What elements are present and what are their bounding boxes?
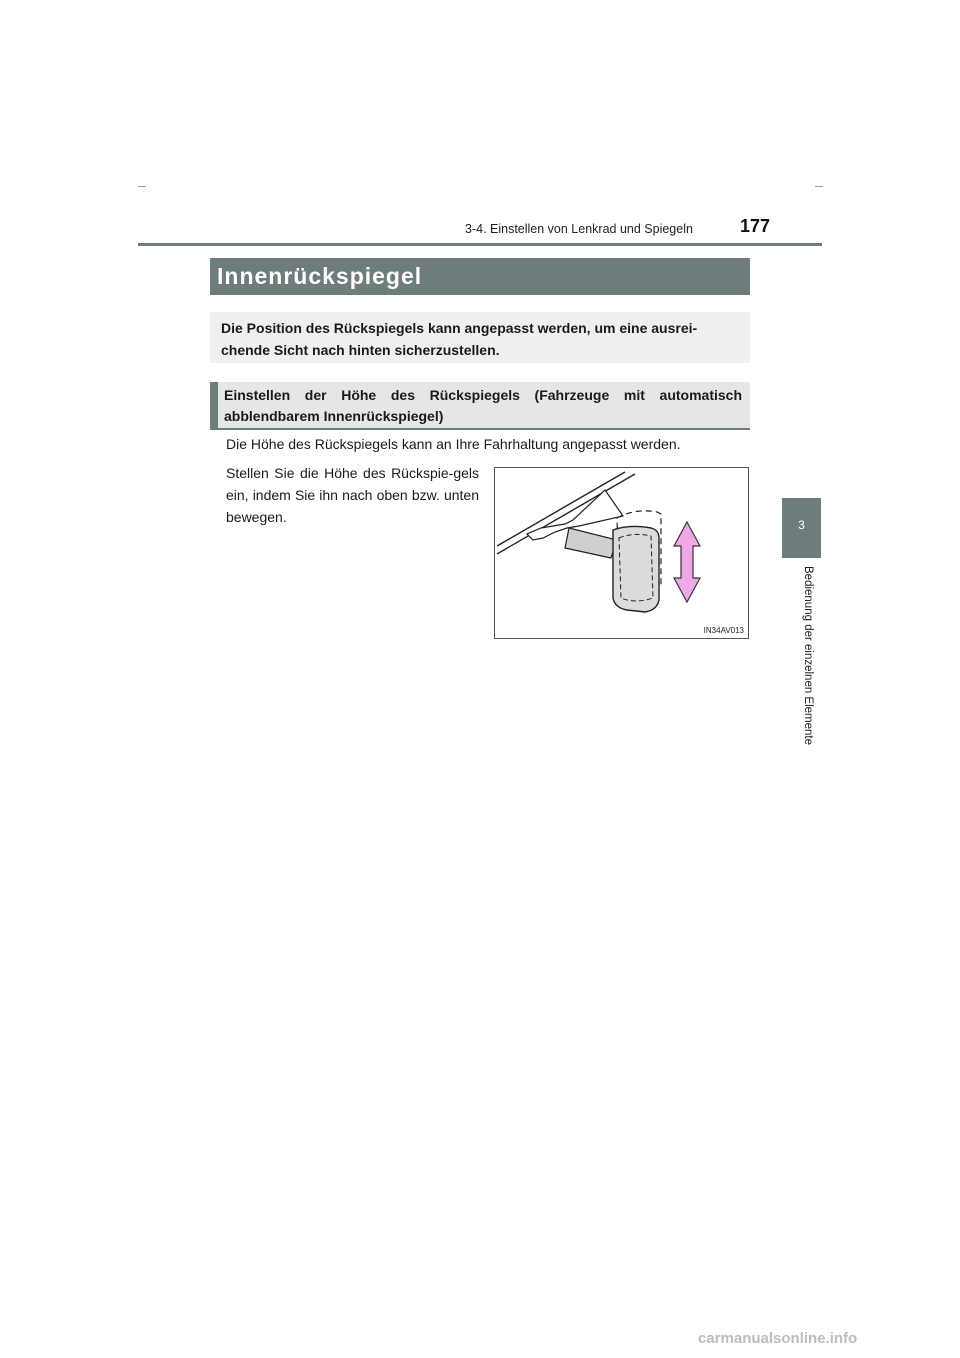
watermark: carmanualsonline.info	[698, 1330, 858, 1347]
body-text-line: Die Höhe des Rückspiegels kann an Ihre Fahrhaltung angepasst werden.	[226, 436, 681, 452]
figure-code: IN34AV013	[703, 626, 744, 635]
section-title: Innenrückspiegel	[217, 263, 423, 289]
section-title-bar	[210, 258, 750, 295]
header-rule	[138, 243, 822, 246]
intro-box	[210, 312, 750, 363]
chapter-tab	[782, 498, 821, 558]
chapter-tab-number: 3	[798, 518, 805, 532]
mirror-drawing	[495, 468, 750, 640]
header-section-title: 3-4. Einstellen von Lenkrad und Spiegeln	[465, 222, 693, 236]
subsection-accent	[210, 382, 218, 428]
up-down-arrow-icon	[674, 522, 700, 602]
subsection-heading-box	[210, 382, 750, 430]
crop-mark-right	[815, 186, 823, 187]
intro-text: Die Position des Rückspiegels kann angepasst werden, um eine ausrei-chende Sicht nach hinten sicherzustellen.	[221, 320, 698, 358]
mirror-illustration	[494, 467, 749, 639]
crop-mark-left	[138, 186, 146, 187]
page-number: 177	[740, 216, 771, 236]
chapter-tab-label: Bedienung der einzelnen Elemente	[802, 566, 814, 746]
body-text-paragraph: Stellen Sie die Höhe des Rückspie-gels ein, indem Sie ihn nach oben bzw. unten bewegen.	[226, 465, 479, 525]
subsection-heading: Einstellen der Höhe des Rückspiegels (Fahrzeuge mit automatisch abblendbarem Innenrückspiegel)	[224, 387, 742, 424]
